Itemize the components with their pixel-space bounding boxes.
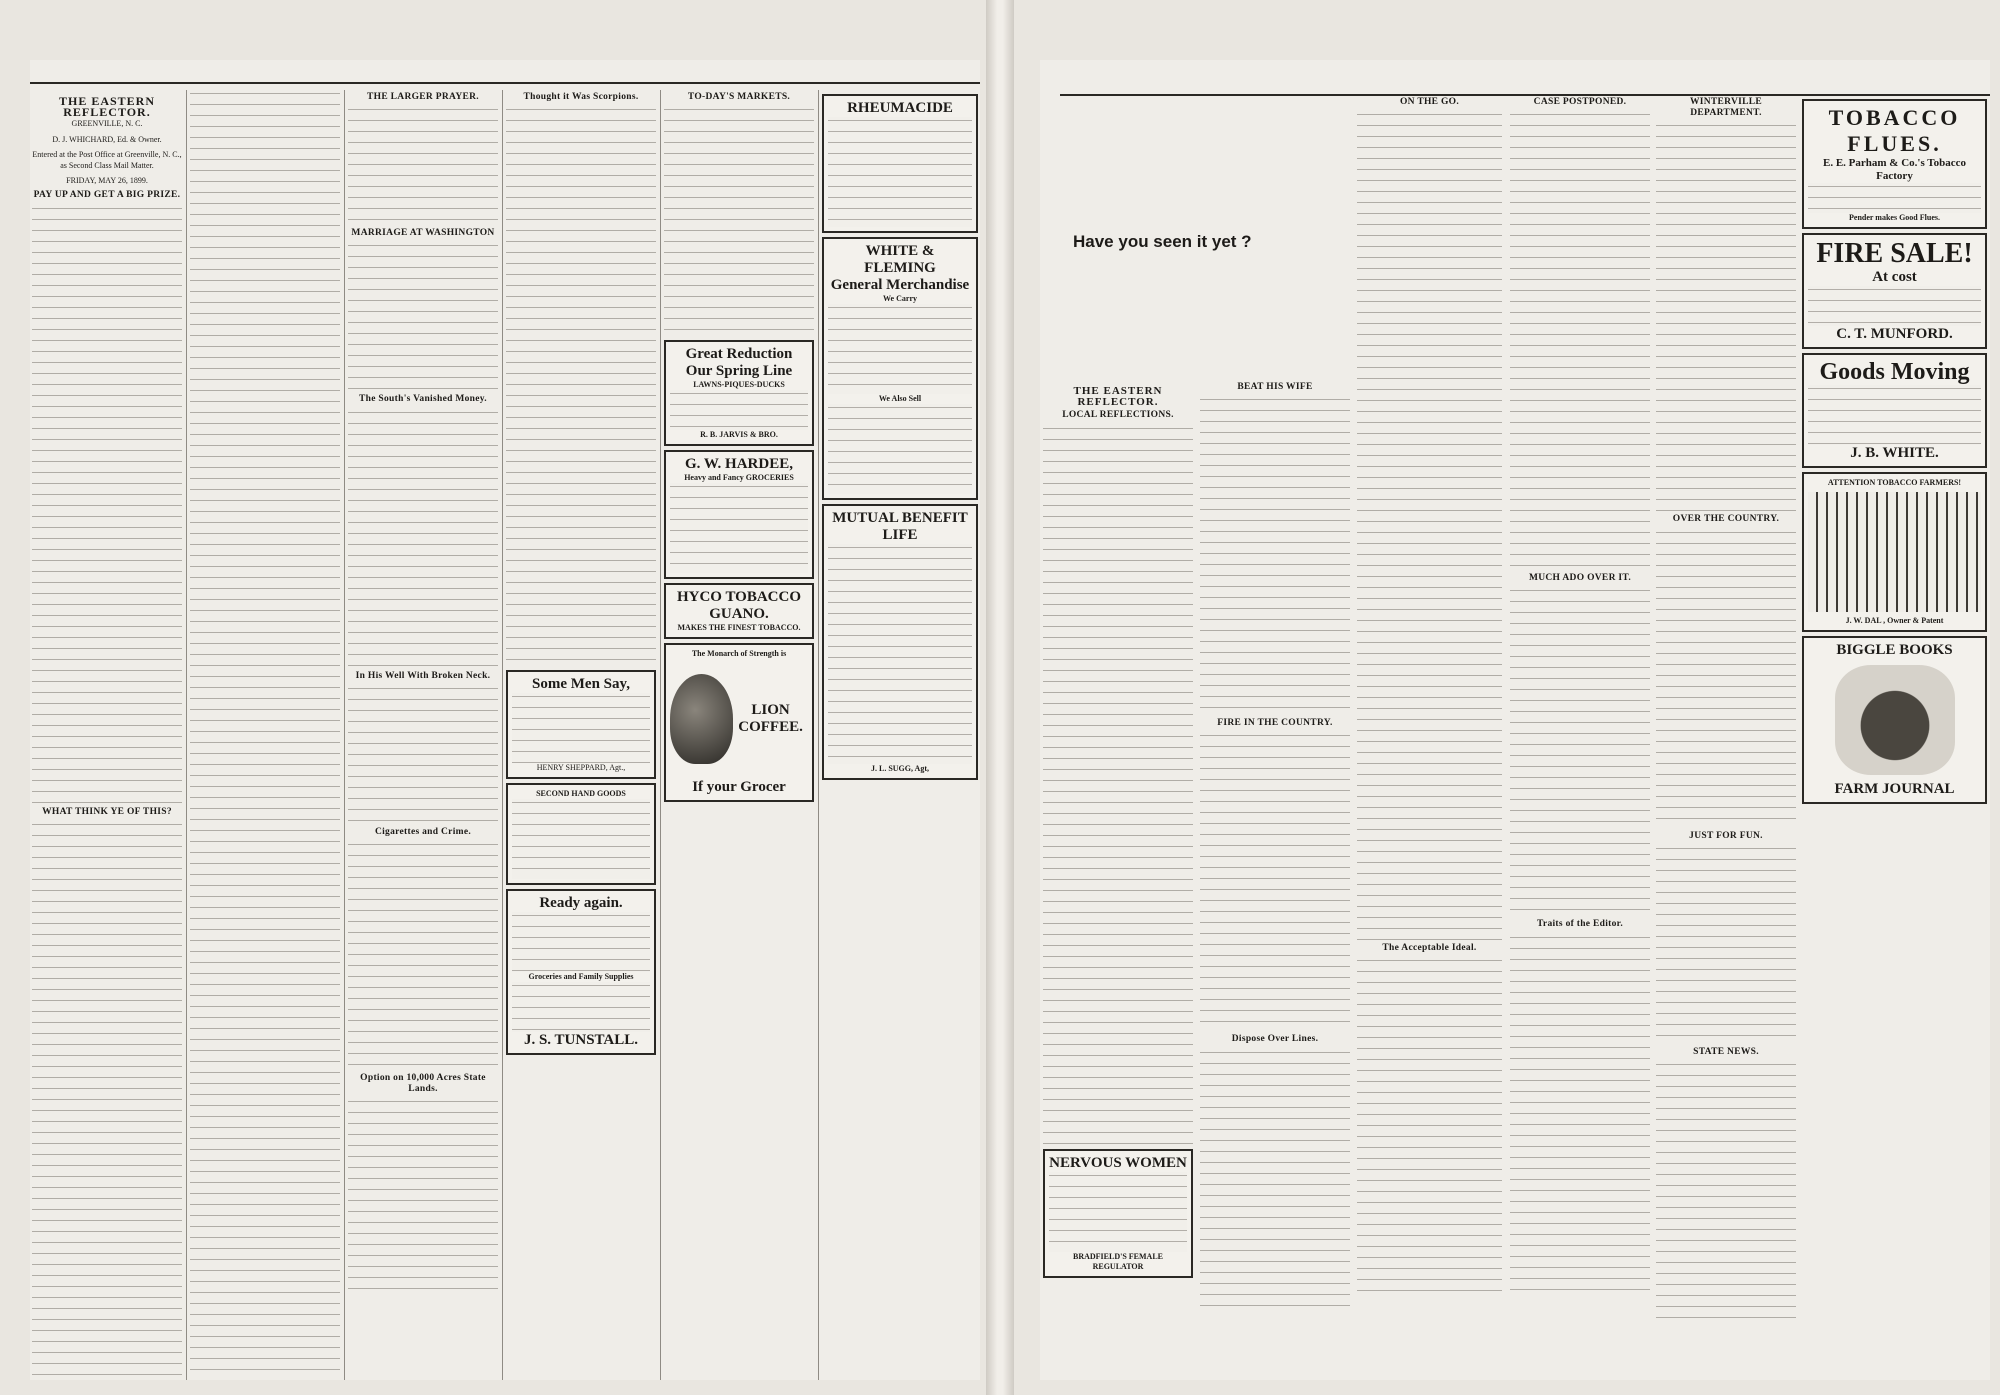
left-col-5 xyxy=(664,90,814,1380)
lion-icon xyxy=(670,674,733,764)
ad-headline: G. W. HARDEE, xyxy=(685,456,793,473)
article-text xyxy=(1510,111,1650,571)
right-col-1 xyxy=(1043,380,1193,1360)
article-text xyxy=(348,242,498,392)
article-text xyxy=(348,409,498,669)
right-col-2 xyxy=(1200,380,1350,1360)
article-text xyxy=(348,841,498,1071)
right-col-6 xyxy=(1802,95,1987,1360)
sheppard-ad xyxy=(506,670,656,779)
owner: D. J. WHICHARD, Ed. & Owner. xyxy=(52,134,162,144)
masthead: THE EASTERN REFLECTOR. xyxy=(58,94,156,120)
goods-moving-ad xyxy=(1802,353,1987,468)
headline: The South's Vanished Money. xyxy=(359,394,487,405)
poem-text xyxy=(348,106,498,226)
column-rule xyxy=(186,90,187,1380)
headline: WINTERVILLE DEPARTMENT. xyxy=(1689,97,1763,119)
ad-text xyxy=(512,799,650,879)
ad-line: Pender makes Good Flues. xyxy=(1849,213,1940,222)
ad-merchant: R. B. JARVIS & BRO. xyxy=(700,430,778,440)
ad-owner: J. W. DAL , Owner & Patent xyxy=(1845,616,1944,625)
headline: WHAT THINK YE OF THIS? xyxy=(42,806,172,817)
headline: TO-DAY'S MARKETS. xyxy=(687,92,791,102)
left-col-3 xyxy=(348,90,498,1380)
article-text xyxy=(348,685,498,825)
ad-brand: BRADFIELD'S FEMALE REGULATOR xyxy=(1072,1251,1163,1271)
ad-items: LAWNS-PIQUES-DUCKS xyxy=(693,380,785,390)
article-text xyxy=(190,90,340,1380)
article-text xyxy=(1200,732,1350,1032)
ad-subhead: E. E. Parham & Co.'s Tobacco Factory xyxy=(1822,157,1966,182)
ad-text xyxy=(828,544,972,764)
second-hand-ad xyxy=(506,783,656,885)
ad-headline: Great Reduction xyxy=(685,346,793,363)
ad-headline: SECOND HAND GOODS xyxy=(536,789,626,799)
ad-subhead: We Carry xyxy=(883,294,917,303)
article-text xyxy=(1656,845,1796,1045)
ad-headline: RHEUMACIDE xyxy=(847,100,953,116)
article-text xyxy=(1510,934,1650,1294)
ad-headline: BIGGLE BOOKS xyxy=(1836,642,1953,658)
headline: ON THE GO. xyxy=(1399,97,1460,107)
ad-text xyxy=(512,912,650,972)
fire-sale-ad xyxy=(1802,233,1987,349)
right-col-5 xyxy=(1656,95,1796,1360)
ad-brand: LION COFFEE. xyxy=(738,702,803,736)
market-table xyxy=(664,106,814,336)
ad-subhead: We Also Sell xyxy=(878,394,922,403)
headline: JUST FOR FUN. xyxy=(1689,830,1763,841)
biggle-books-ad xyxy=(1802,636,1987,804)
ad-subhead: Heavy and Fancy GROCERIES xyxy=(684,473,794,483)
rheumacide-ad xyxy=(664,340,814,446)
ad-text xyxy=(512,693,650,763)
tagline: Have you seen it yet ? xyxy=(1073,232,1252,251)
right-col-4 xyxy=(1510,95,1650,1360)
left-page xyxy=(30,60,980,1380)
headline: Traits of the Editor. xyxy=(1537,919,1623,930)
tunstall-ad xyxy=(506,889,656,1055)
headline: MARRIAGE AT WASHINGTON xyxy=(351,228,495,239)
article-text xyxy=(32,821,182,1380)
ad-text xyxy=(512,982,650,1032)
ad-text xyxy=(828,117,972,227)
article-text xyxy=(348,1098,498,1298)
article-text xyxy=(1656,1061,1796,1321)
left-col-4 xyxy=(506,90,656,1380)
ad-headline: Some Men Say, xyxy=(532,676,630,693)
tobacco-flues-ad xyxy=(1802,99,1987,229)
article-text xyxy=(32,205,182,805)
article-text xyxy=(506,106,656,666)
headline: Option on 10,000 Acres State Lands. xyxy=(360,1073,486,1095)
issue-date: FRIDAY, MAY 26, 1899. xyxy=(66,176,148,186)
headline: THE LARGER PRAYER. xyxy=(367,92,479,102)
headline: OVER THE COUNTRY. xyxy=(1672,514,1780,525)
ad-subhead: Groceries and Family Supplies xyxy=(528,972,634,982)
ad-text xyxy=(828,404,972,494)
article-text xyxy=(1510,587,1650,917)
truck-illustration xyxy=(1808,492,1981,612)
article-text xyxy=(1656,122,1796,512)
column-rule xyxy=(818,90,819,1380)
rheumacide-box xyxy=(822,94,978,233)
ad-text xyxy=(670,390,808,430)
hyco-ad xyxy=(664,583,814,639)
ad-agent: J. L. SUGG, Agt, xyxy=(870,764,929,773)
article-text xyxy=(1200,1049,1350,1309)
hardee-ad xyxy=(664,450,814,579)
left-col-1 xyxy=(32,90,182,1380)
bradfield-ad xyxy=(1043,1149,1193,1278)
ad-headline: The Monarch of Strength is xyxy=(691,649,787,659)
entry-note: Entered at the Post Office at Greenville, N. C., as Second Class Mail Matter. xyxy=(32,149,182,171)
article-text xyxy=(1357,957,1502,1297)
headline: In His Well With Broken Neck. xyxy=(355,670,491,681)
headline: PAY UP AND GET A BIG PRIZE. xyxy=(33,190,181,201)
ad-merchant: J. S. TUNSTALL. xyxy=(523,1032,639,1049)
article-text xyxy=(1357,111,1502,941)
ad-headline: WHITE & FLEMING xyxy=(864,243,936,276)
headline: BEAT HIS WIFE xyxy=(1237,382,1313,392)
ad-subhead: General Merchandise xyxy=(830,277,970,293)
article-text xyxy=(1200,396,1350,716)
ad-merchant: C. T. MUNFORD. xyxy=(1836,326,1953,342)
ad-merchant: J. B. WHITE. xyxy=(1850,445,1939,461)
ad-headline: Ready again. xyxy=(539,895,623,912)
top-rule xyxy=(30,82,980,84)
article-text xyxy=(1656,529,1796,829)
ad-headline: MUTUAL BENEFIT LIFE xyxy=(832,510,968,543)
ad-text xyxy=(670,483,808,573)
ad-footer: If your Grocer xyxy=(692,779,786,796)
place: GREENVILLE, N. C. xyxy=(71,119,143,129)
headline: STATE NEWS. xyxy=(1693,1046,1759,1057)
ad-headline: ATTENTION TOBACCO FARMERS! xyxy=(1827,478,1962,487)
ad-agent: HENRY SHEPPARD, Agt., xyxy=(536,763,626,773)
ad-headline: TOBACCO FLUES. xyxy=(1828,105,1961,156)
column-rule xyxy=(344,90,345,1380)
right-col-3 xyxy=(1357,95,1502,1360)
page-gutter xyxy=(986,0,1014,1395)
ad-text xyxy=(828,304,972,394)
headline: MUCH ADO OVER IT. xyxy=(1528,573,1632,584)
article-text xyxy=(1043,425,1193,1145)
tobacco-truck-ad xyxy=(1802,472,1987,632)
ad-headline: NERVOUS WOMEN xyxy=(1049,1154,1187,1171)
ad-text xyxy=(1808,385,1981,445)
cow-illustration xyxy=(1835,665,1955,775)
ad-subhead: Our Spring Line xyxy=(685,363,793,380)
ad-headline: HYCO TOBACCO GUANO. xyxy=(676,589,802,623)
left-col-6 xyxy=(822,90,978,1380)
column-rule xyxy=(660,90,661,1380)
ad-subhead: At cost xyxy=(1872,269,1917,285)
lion-coffee-ad xyxy=(664,643,814,802)
headline: The Acceptable Ideal. xyxy=(1382,943,1477,954)
headline: CASE POSTPONED. xyxy=(1533,97,1627,107)
headline: Thought it Was Scorpions. xyxy=(523,92,639,102)
section-title: LOCAL REFLECTIONS. xyxy=(1062,410,1174,421)
ad-subhead: MAKES THE FINEST TOBACCO. xyxy=(677,623,801,633)
headline: FIRE IN THE COUNTRY. xyxy=(1217,718,1333,729)
ad-text xyxy=(1049,1172,1187,1252)
headline: Cigarettes and Crime. xyxy=(374,826,472,837)
ad-headline: Goods Moving xyxy=(1819,359,1970,385)
ad-text xyxy=(1808,286,1981,326)
left-col-2 xyxy=(190,90,340,1380)
ad-text xyxy=(1808,183,1981,213)
masthead: THE EASTERN REFLECTOR. xyxy=(1073,385,1163,409)
headline: Dispose Over Lines. xyxy=(1231,1034,1319,1045)
column-rule xyxy=(502,90,503,1380)
white-fleming-ad xyxy=(822,237,978,500)
ad-headline: FIRE SALE! xyxy=(1816,238,1973,269)
ad-subhead: FARM JOURNAL xyxy=(1834,781,1955,797)
mutual-benefit-ad xyxy=(822,504,978,780)
